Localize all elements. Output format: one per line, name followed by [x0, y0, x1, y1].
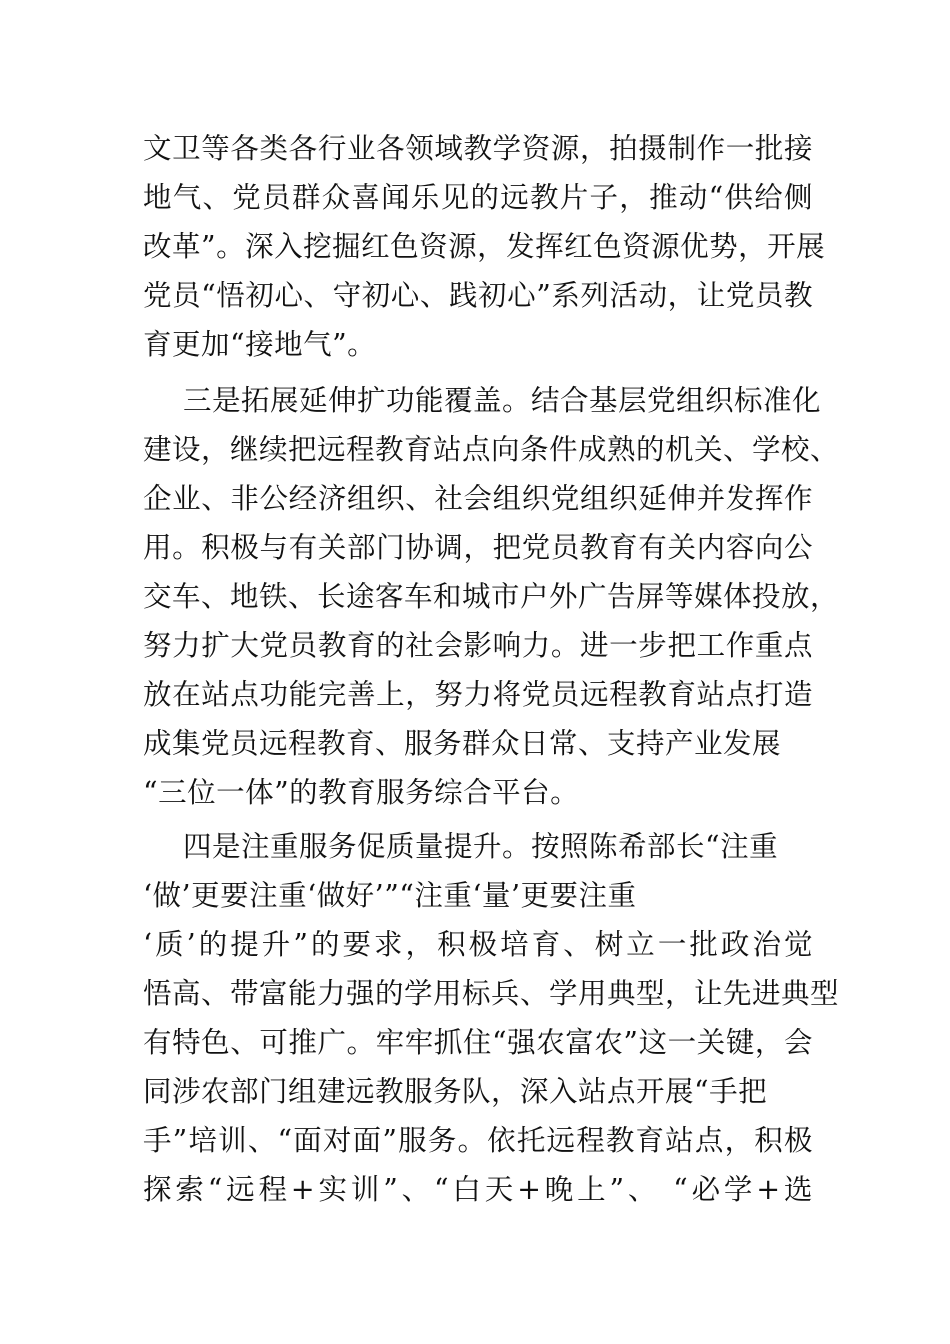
- paragraph-line: 育更加“接地气”。: [143, 328, 377, 361]
- paragraph-2: [143, 376, 840, 817]
- paragraph-line: 文卫等各类各行业各领域教学资源，拍摄制作一批接: [143, 132, 813, 165]
- paragraph-line: 党员“悟初心、守初心、践初心”系列活动，让党员教: [143, 279, 813, 312]
- paragraph-line: 地气、党员群众喜闻乐见的远教片子，推动“供给侧: [143, 181, 813, 214]
- paragraph-line: 企业、非公经济组织、社会组织党组织延伸并发挥作: [143, 482, 813, 515]
- paragraph-3: [143, 822, 840, 1214]
- paragraph-line: 同涉农部门组建远教服务队，深入站点开展“手把: [143, 1075, 768, 1108]
- paragraph-line: 悟高、带富能力强的学用标兵、学用典型，让先进典型: [143, 977, 840, 1010]
- paragraph-line: ‘做’更要注重‘做好’”“注重‘量’更要注重: [143, 879, 637, 912]
- paragraph-line: 成集党员远程教育、服务群众日常、支持产业发展: [143, 727, 782, 760]
- paragraph-line: 努力扩大党员教育的社会影响力。进一步把工作重点: [143, 629, 813, 662]
- paragraph-line: 手”培训、“面对面”服务。依托远程教育站点，积极: [143, 1124, 813, 1157]
- paragraph-line: 交车、地铁、长途客车和城市户外广告屏等媒体投放，: [143, 580, 840, 613]
- paragraph-line: 建设，继续把远程教育站点向条件成熟的机关、学校、: [143, 433, 840, 466]
- paragraph-1: [143, 124, 826, 369]
- paragraph-line: 三是拓展延伸扩功能覆盖。结合基层党组织标准化: [183, 384, 822, 417]
- paragraph-line: 用。积极与有关部门协调，把党员教育有关内容向公: [143, 531, 813, 564]
- paragraph-line: 改革”。深入挖掘红色资源，发挥红色资源优势，开展: [143, 230, 826, 263]
- paragraph-line: 放在站点功能完善上，努力将党员远程教育站点打造: [143, 678, 813, 711]
- paragraph-line: 四是注重服务促质量提升。按照陈希部长“注重: [183, 830, 779, 863]
- paragraph-line: 探索“远程+实训”、“白天+晚上”、 “必学+选: [143, 1173, 813, 1206]
- paragraph-line: “三位一体”的教育服务综合平台。: [143, 776, 580, 809]
- paragraph-line: 有特色、可推广。牢牢抓住“强农富农”这一关键，会: [143, 1026, 813, 1059]
- paragraph-line: ‘质’的提升”的要求，积极培育、树立一批政治觉: [143, 928, 813, 961]
